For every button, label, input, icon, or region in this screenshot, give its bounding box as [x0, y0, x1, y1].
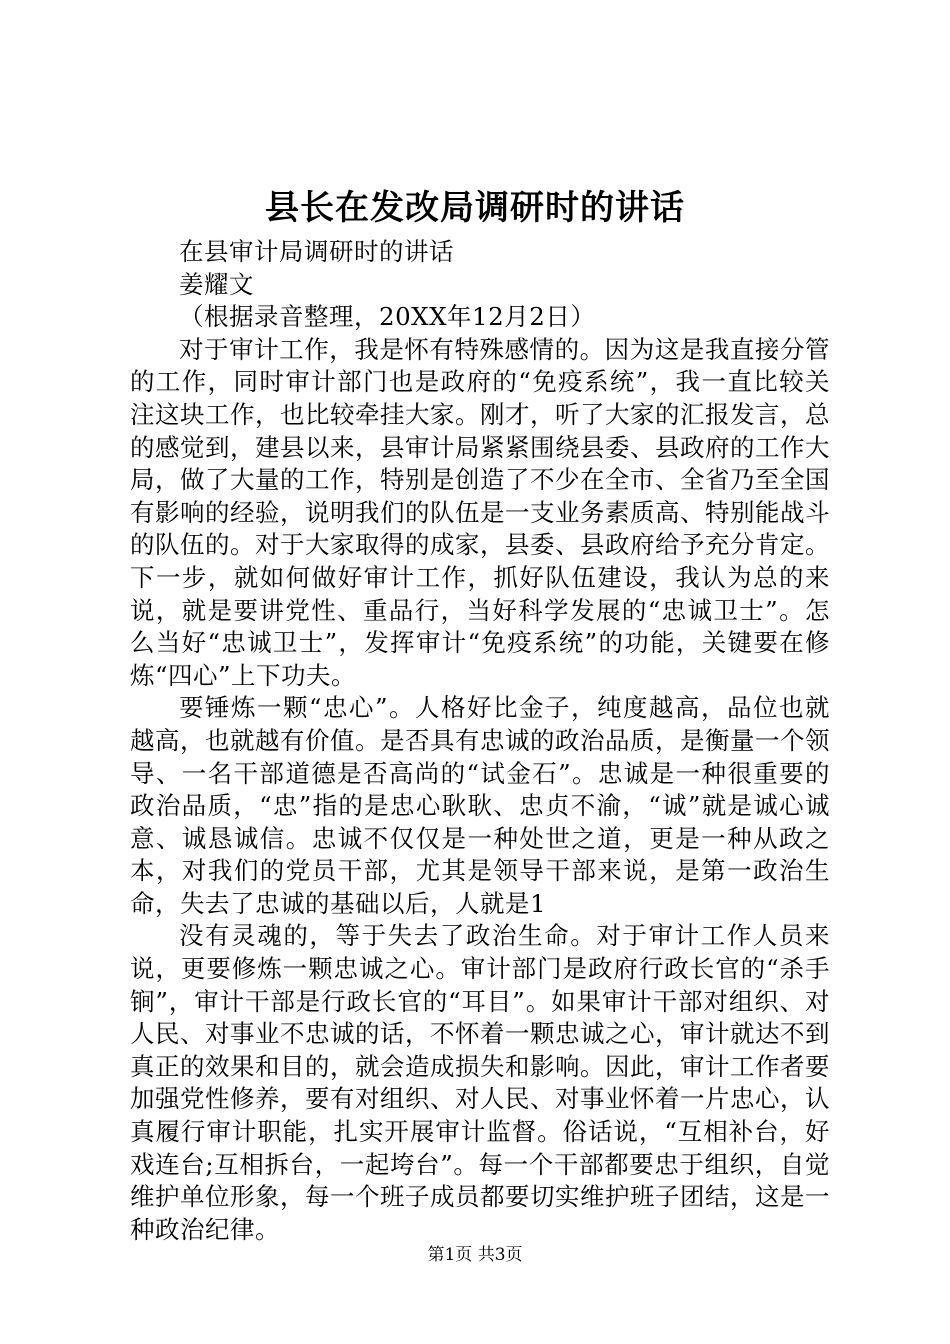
date-note-line: （根据录音整理，20XX年12月2日）: [179, 302, 596, 332]
document-title: 县长在发改局调研时的讲话: [265, 188, 685, 228]
page-footer: 第1页 共3页: [427, 1245, 523, 1265]
document-body: [130, 236, 830, 1246]
body-paragraph: 对于审计工作，我是怀有特殊感情的。因为这是我直接分管的工作，同时审计部门也是政府的“免疫系统”，我一直比较关注这块工作，也比较牵挂大家。刚才，听了大家的汇报发言，总的感觉到，建县以来，县审计局紧紧围绕县委、县政府的工作大局，做了大量的工作，特别是创造了不少在全市、全省乃至全国有影响的经验，说明我们的队伍是一支业务素质高、特别能战斗的队伍的。对于大家取得的成家，县委、县政府给予充分肯定。下一步，就如何做好审计工作，抓好队伍建设，我认为总的来说，就是要讲党性、重品行，当好科学发展的“忠诚卫士”。怎么当好“忠诚卫士”，发挥审计“免疫系统”的功能，关键要在修炼“四心”上下功夫。: [130, 334, 830, 690]
author-line: 姜耀文: [179, 269, 254, 299]
body-paragraph: 要锤炼一颗“忠心”。人格好比金子，纯度越高，品位也就越高，也就越有价值。是否具有忠诚的政治品质，是衡量一个领导、一名干部道德是否高尚的“试金石”。忠诚是一种很重要的政治品质，“忠”指的是忠心耿耿、忠贞不渝，“诚”就是诚心诚意、诚恳诚信。忠诚不仅仅是一种处世之道，更是一种从政之本，对我们的党员干部，尤其是领导干部来说，是第一政治生命，失去了忠诚的基础以后，人就是1: [130, 693, 830, 918]
subtitle-line: 在县审计局调研时的讲话: [179, 237, 454, 266]
body-paragraph: 没有灵魂的，等于失去了政治生命。对于审计工作人员来说，更要修炼一颗忠诚之心。审计部门是政府行政长官的“杀手锏”，审计干部是行政长官的“耳目”。如果审计干部对组织、对人民、对事业不忠诚的话，不怀着一颗忠诚之心，审计就达不到真正的效果和目的，就会造成损失和影响。因此，审计工作者要加强党性修养，要有对组织、对人民、对事业怀着一片忠心，认真履行审计职能，扎实开展审计监督。俗话说，“互相补台，好戏连台;互相拆台，一起垮台”。每一个干部都要忠于组织，自觉维护单位形象，每一个班子成员都要切实维护班子团结，这是一种政治纪律。: [130, 921, 830, 1244]
